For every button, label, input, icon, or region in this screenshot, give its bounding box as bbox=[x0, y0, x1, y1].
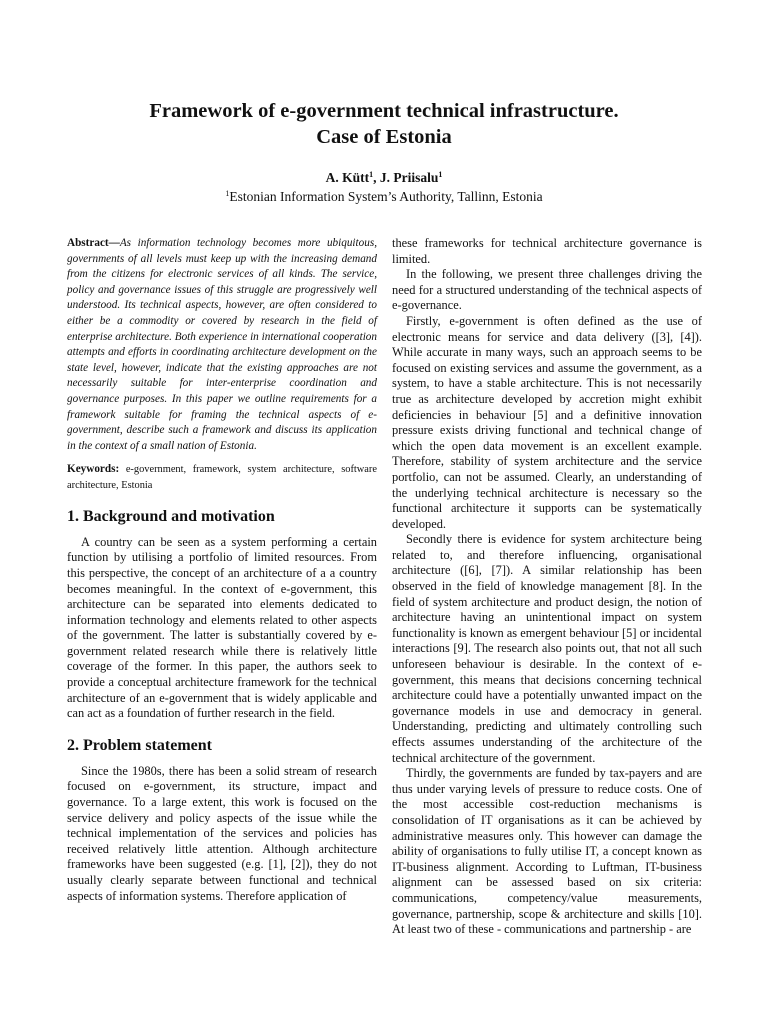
paragraph: these frameworks for technical architecture governance is limited. bbox=[392, 236, 702, 266]
paper-title bbox=[0, 98, 768, 150]
author-name: J. Priisalu bbox=[379, 170, 439, 185]
section-heading-background: 1. Background and motivation bbox=[67, 507, 275, 525]
keywords bbox=[67, 462, 377, 492]
paragraph: In the following, we present three challenges driving the need for a structured understanding of the technical aspects of e-governance. bbox=[392, 267, 702, 313]
paragraph: A country can be seen as a system performing a certain function by utilising a portfolio of limited resources. From this perspective, the concept of an architecture of a a country becomes meaningful. In the context of e-government, this architecture can be separated into elements dedicated to information technology and elements related to other aspects of the government. The latter is substantially covered by e-government related research while there is relatively little coverage of the former. In this paper, the authors seek to provide a conceptual architecture framework for the technical architecture of an e-government that is widely applicable and can act as a foundation of further research in the field. bbox=[67, 534, 377, 721]
paragraph: Secondly there is evidence for system architecture being related to, and therefore influencing, organisational architecture ([6], [7]). A similar relationship has been observed in the field of knowledge management [8]. In the field of system architecture and product design, the notion of architecture having an unintentional impact on system functionality is known as emergent behaviour [5] or incidental interactions [9]. The research also points out, that not all such unforeseen behaviour is desirable. In the context of e-government, this means that decisions concerning technical architecture could have a potentially unwanted impact on the governance models in use and democracy in general. Understanding, predicting and ultimately controlling such effects assumes understanding of the architecture of the technical architecture of the government. bbox=[392, 532, 702, 765]
author-affiliation-mark: 1 bbox=[438, 170, 443, 179]
paragraph: Since the 1980s, there has been a solid stream of research focused on e-government, its structure, impact and governance. To a large extent, this work is focused on the service delivery and policy aspects of the issue while the technical implementation of the services and policies has received relatively little attention. Although architecture frameworks have been suggested (e.g. [1], [2]), they do not usually clearly separate between functional and technical aspects of information systems. Therefore application of bbox=[67, 763, 377, 903]
affiliation bbox=[0, 189, 768, 205]
title-line-1: Framework of e-government technical infrastructure. bbox=[149, 100, 619, 122]
author-list: A. Kütt$^1$, J. Priisalu$^1$ bbox=[325, 170, 443, 185]
keywords-label: Keywords: bbox=[67, 463, 120, 476]
affiliation-text: Estonian Information System’s Authority, Tallinn, Estonia bbox=[229, 189, 543, 204]
keywords-text: e-government, framework, system architecture, software architecture, Estonia bbox=[67, 464, 377, 491]
abstract-label: Abstract— bbox=[67, 237, 120, 249]
section-heading-problem: 2. Problem statement bbox=[67, 736, 212, 754]
left-column bbox=[67, 236, 377, 904]
author-name: A. Kütt bbox=[325, 170, 370, 185]
affiliation-mark: 1 bbox=[225, 189, 230, 198]
paragraph: Firstly, e-government is often defined as the use of electronic means for service and data delivery ([3], [4]). While accurate in many ways, such an approach seems to be focused on existing services and assume the government, as a system, to have a stable architecture. This is not necessarily true as architecture developed by accretion might exhibit deficiencies in behaviour [5] and a definitive innovation pressure exists driving functional and technical change of which the open data movement is an excellent example. Therefore, stability of system architecture and the service portfolio, can not be assumed. Clearly, an understanding of the underlying technical architecture is necessary so the functional architecture it supports can be systematically developed. bbox=[392, 313, 702, 531]
abstract-text: As information technology becomes more ubiquitous, governments of all levels must keep up with the increasing demand from the citizens for electronic services of all kinds. The service, policy and governance issues of this struggle are progressively well understood. Its technical aspects, however, are often considered to either be a commodity or covered by research in the field of enterprise architecture. Both experience in international cooperation attempts and efforts in coordinating architecture development on the state level, however, indicate that the existing approaches are not necessarily suitable for inter-enterprise coordination and governance purposes. In this paper we outline requirements for a framework suitable for framing the technical aspects of e-government, describe such a framework and discuss its application in the context of a small nation of Estonia. bbox=[67, 237, 377, 452]
paragraph: Thirdly, the governments are funded by tax-payers and are thus under varying levels of pressure to reduce costs. One of the most accessible cost-reduction mechanisms is consolidation of IT organisations as it can be achieved by administrative measures only. This however can damage the ability of organisations to fully utilise IT, a concept known as IT-business alignment. According to Luftman, IT-business alignment can be assessed based on six criteria: communications, competency/value measurements, governance, partnership, scope & architecture and skills [10]. At least two of these - communications and partnership - are bbox=[392, 766, 702, 937]
right-column bbox=[392, 236, 702, 938]
author-affiliation-mark: 1 bbox=[369, 170, 374, 179]
title-line-2: Case of Estonia bbox=[316, 126, 452, 148]
abstract bbox=[67, 236, 377, 454]
